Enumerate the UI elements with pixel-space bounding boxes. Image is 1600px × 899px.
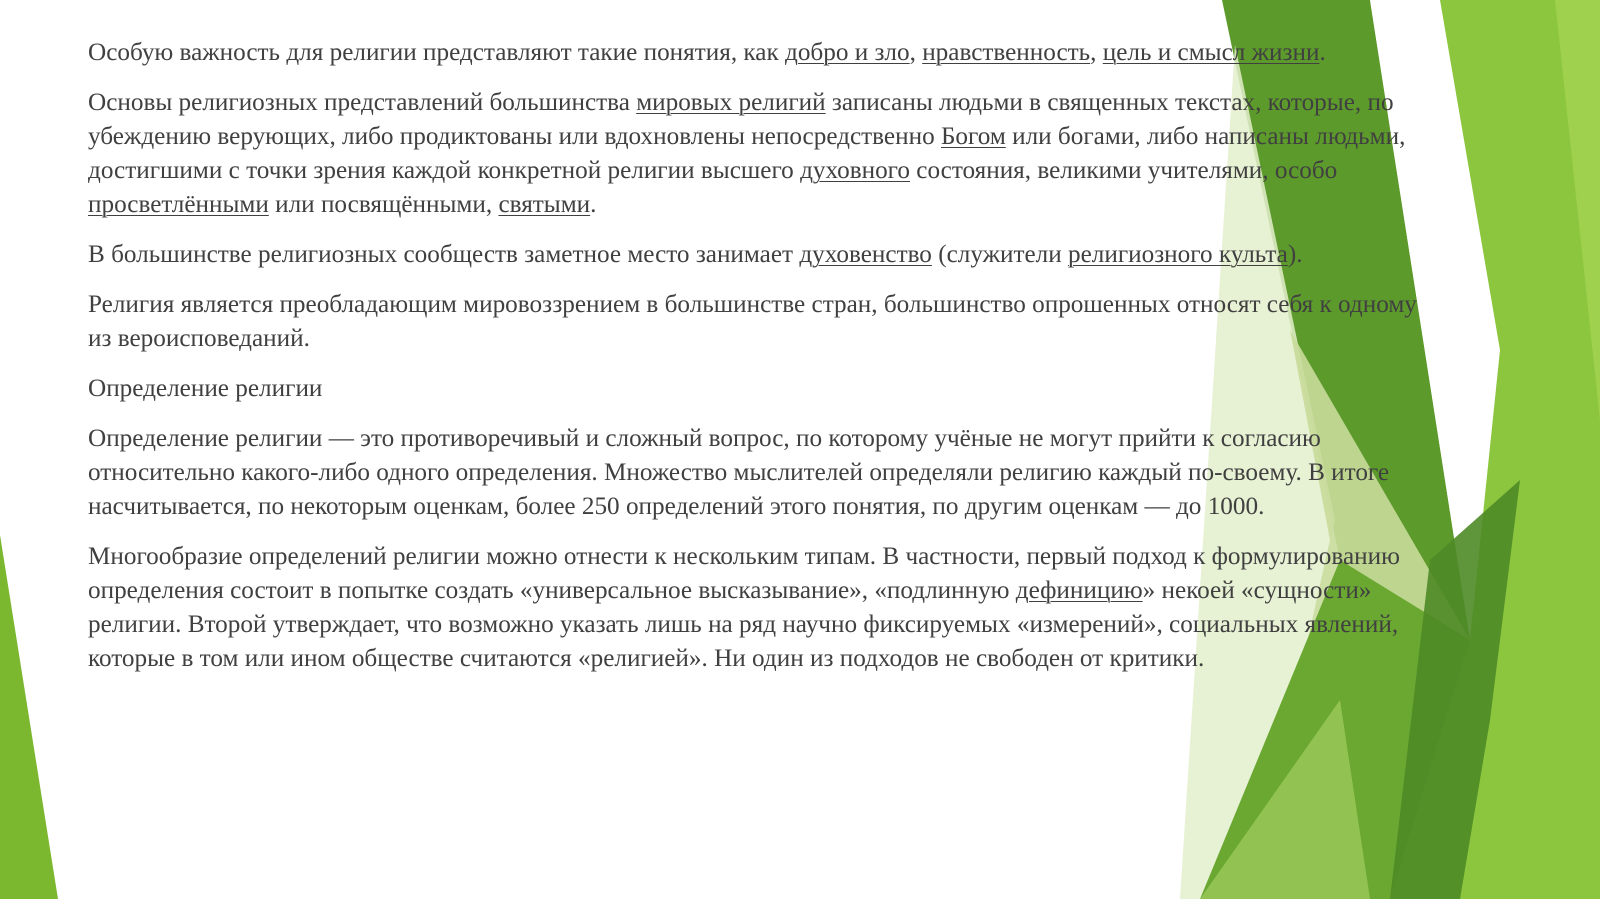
paragraph-text: или богами, либо написаны людьми, достигшими с точки зрения каждой конкретной религии высшего bbox=[88, 123, 1406, 184]
paragraph-text: (служители bbox=[931, 241, 1068, 268]
hyperlink[interactable]: духовного bbox=[800, 157, 910, 184]
left-green-wedge bbox=[0, 535, 58, 899]
paragraph bbox=[88, 238, 1418, 272]
paragraph bbox=[88, 36, 1418, 70]
hyperlink[interactable]: добро и зло bbox=[785, 39, 910, 66]
hyperlink[interactable]: цель и смысл жизни bbox=[1102, 39, 1320, 66]
hyperlink[interactable]: дефиницию bbox=[1015, 577, 1143, 604]
paragraph-text: или посвящёнными, bbox=[268, 191, 499, 218]
slide-body-text bbox=[88, 36, 1418, 692]
paragraph-text: » некоей «сущности» религии. Второй утверждает, что возможно указать лишь на ряд научно фиксируемых «измерений», социальных явлений, которые в том или ином обществе считаются «религией». Ни один из подходов не свободен от критики. bbox=[88, 577, 1399, 672]
paragraph-text: записаны людьми в священных текстах, которые, по убеждению верующих, либо продиктованы или вдохновлены непосредственно bbox=[88, 89, 1394, 150]
paragraph-text: ). bbox=[1287, 241, 1303, 268]
hyperlink[interactable]: святыми bbox=[498, 191, 591, 218]
paragraph-text: Основы религиозных представлений большинства bbox=[88, 89, 637, 116]
paragraph-text: Особую важность для религии представляют такие понятия, как bbox=[88, 39, 785, 66]
hyperlink[interactable]: нравственность bbox=[922, 39, 1091, 66]
paragraph-text: . bbox=[590, 191, 597, 218]
hyperlink[interactable]: мировых религий bbox=[636, 89, 826, 116]
hyperlink[interactable]: религиозного культа bbox=[1068, 241, 1288, 268]
hyperlink[interactable]: просветлёнными bbox=[88, 191, 269, 218]
hyperlink[interactable]: Богом bbox=[940, 123, 1006, 150]
paragraph-text: состояния, великими учителями, особо bbox=[909, 157, 1338, 184]
paragraph-text: Религия является преобладающим мировоззрением в большинстве стран, большинство опрошенных относят себя к одному из вероисповеданий. bbox=[88, 291, 1417, 352]
hyperlink[interactable]: духовенство bbox=[799, 241, 932, 268]
paragraph-text: Определение религии — это противоречивый и сложный вопрос, по которому учёные не могут прийти к согласию относительно какого-либо одного определения. Множество мыслителей определяли религию каждый по-своему. В итоге насчитывается, по некоторым оценкам, более 250 определений этого понятия, по другим оценкам — до 1000. bbox=[88, 425, 1390, 520]
paragraph-text: , bbox=[909, 39, 923, 66]
paragraph-text: В большинстве религиозных сообществ заметное место занимает bbox=[88, 241, 800, 268]
paragraph bbox=[88, 422, 1418, 524]
paragraph bbox=[88, 372, 1418, 406]
paragraph-text: Многообразие определений религии можно отнести к нескольким типам. В частности, первый подход к формулированию определения состоит в попытке создать «универсальное высказывание», «подлинную bbox=[88, 543, 1400, 604]
paragraph-text: . bbox=[1319, 39, 1326, 66]
paragraph bbox=[88, 540, 1418, 676]
paragraph-text: Определение религии bbox=[88, 375, 323, 402]
paragraph-text: , bbox=[1090, 39, 1103, 66]
paragraph bbox=[88, 86, 1418, 222]
paragraph bbox=[88, 288, 1418, 356]
